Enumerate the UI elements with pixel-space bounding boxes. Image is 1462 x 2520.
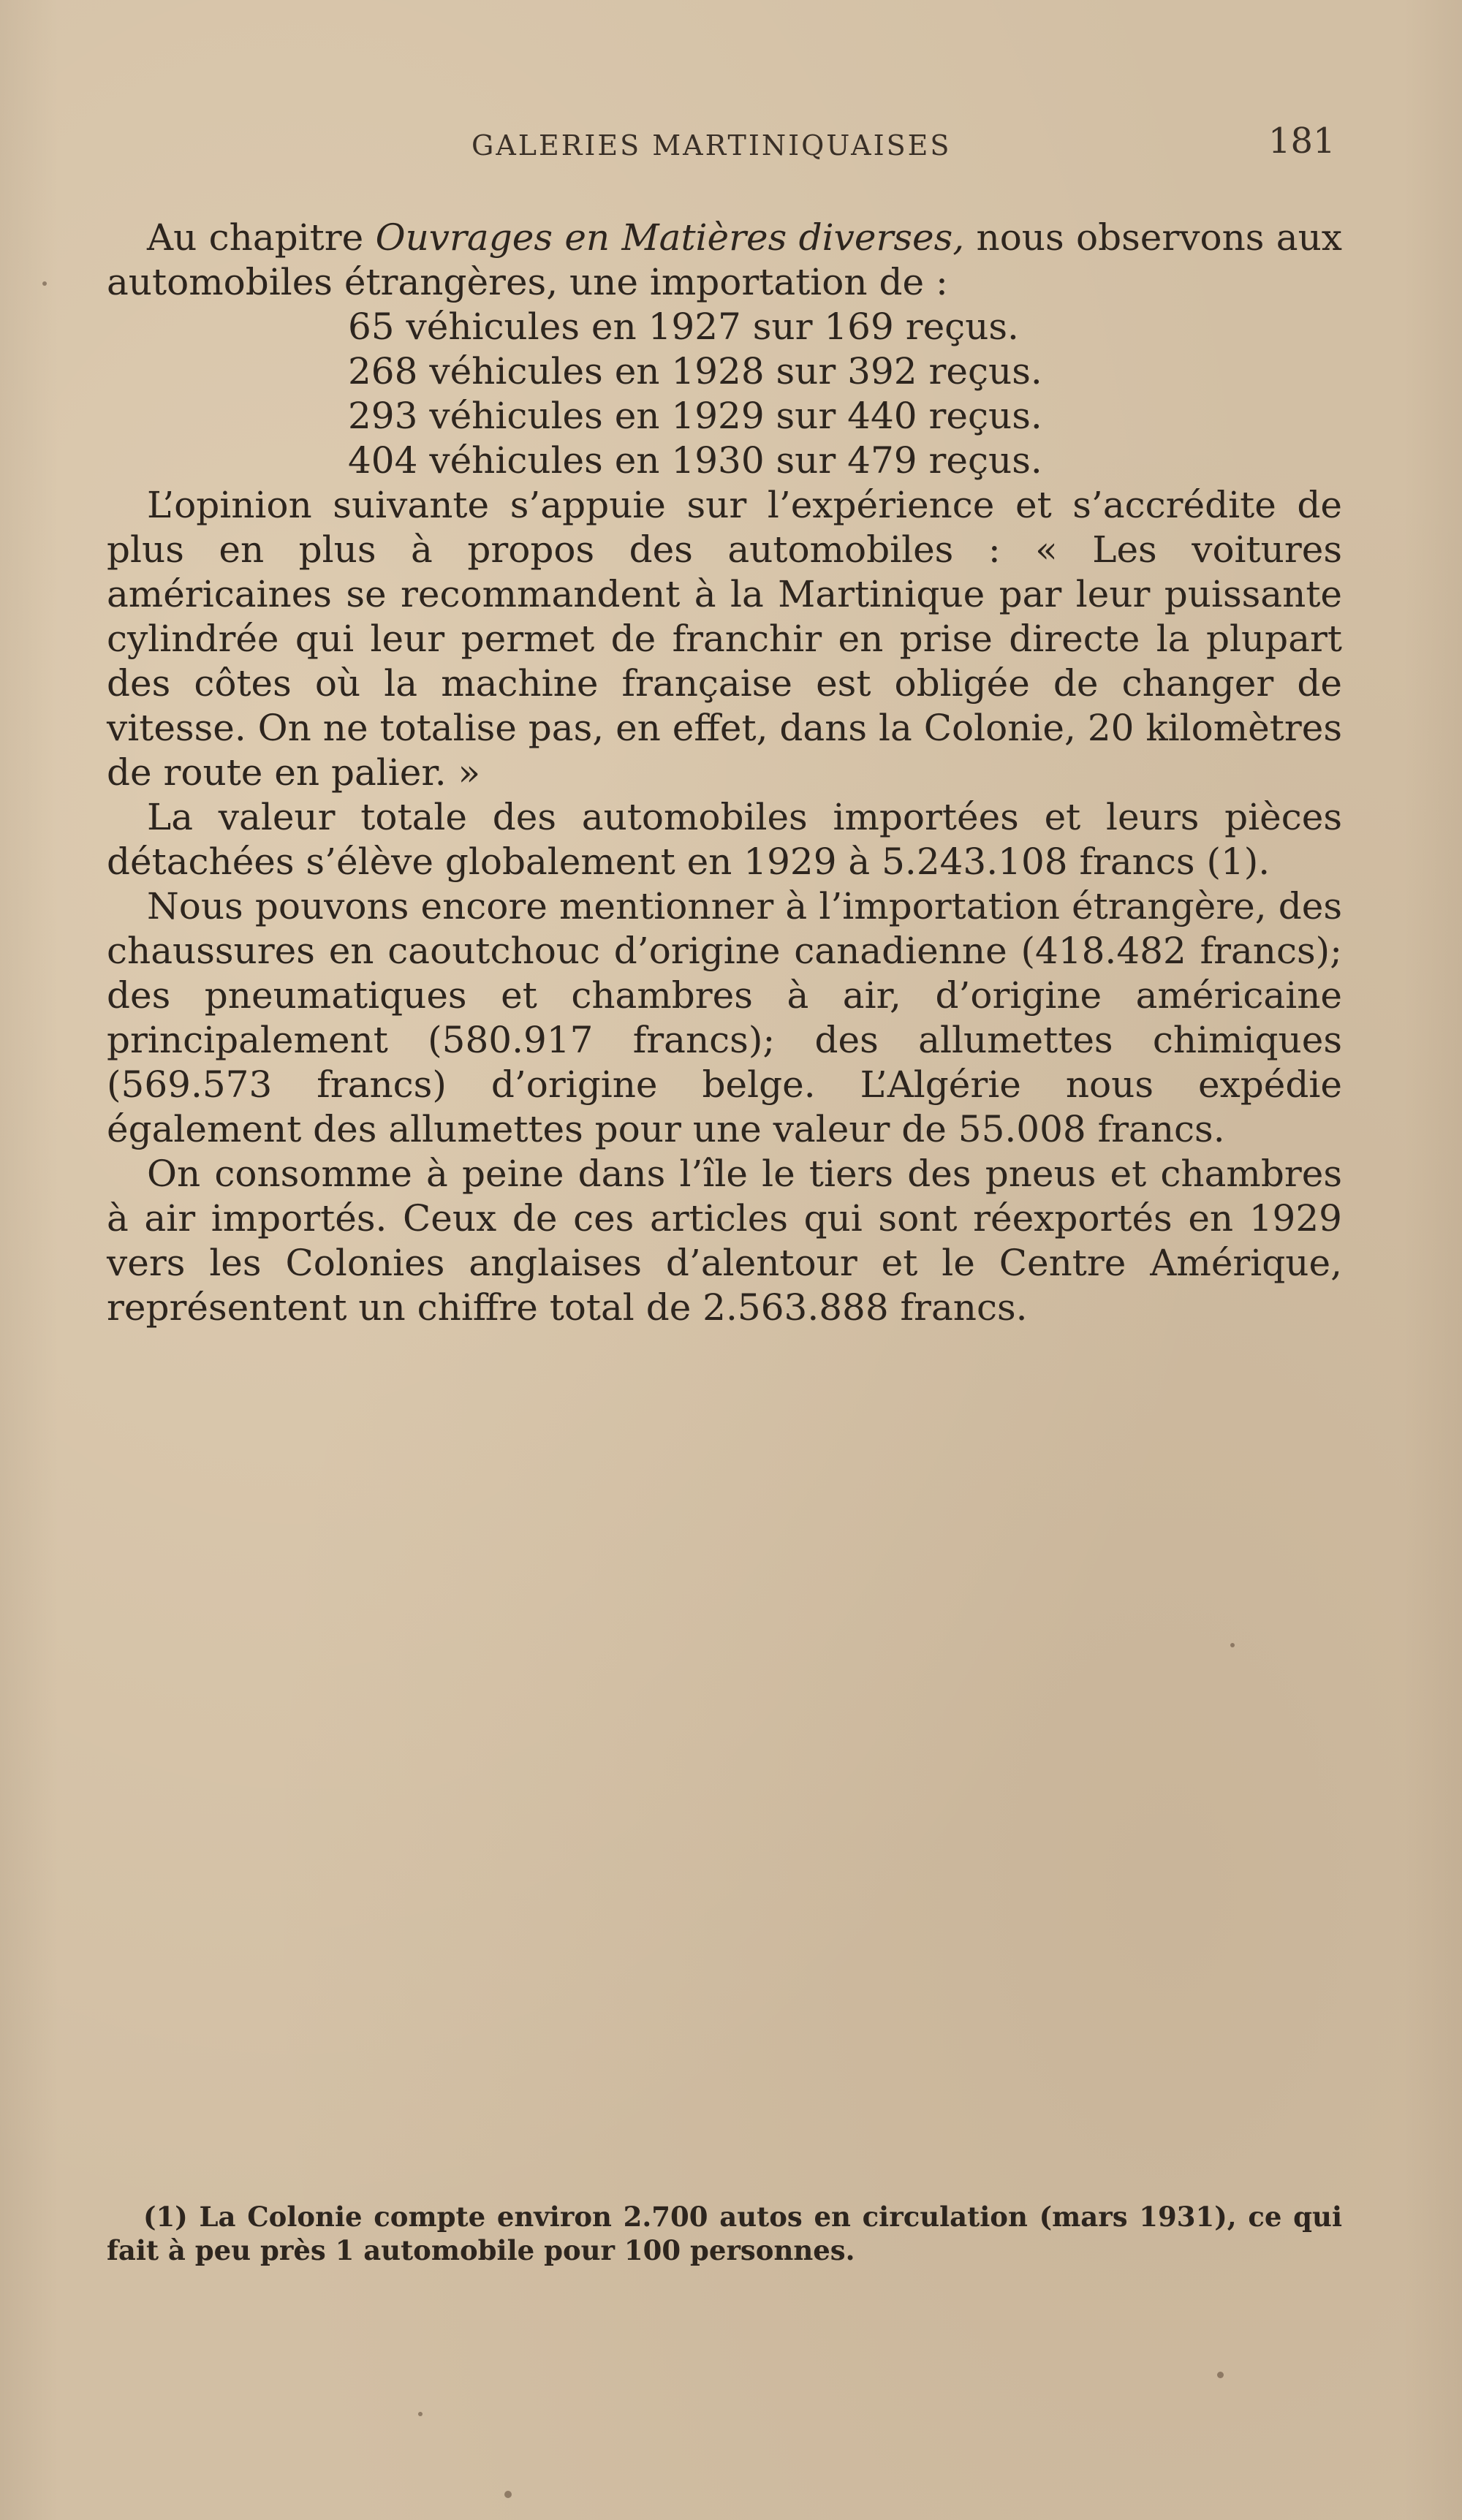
import-row-1930: 404 véhicules en 1930 sur 479 reçus. <box>348 439 1042 482</box>
running-head <box>0 121 1462 172</box>
import-row-1928: 268 véhicules en 1928 sur 392 reçus. <box>348 350 1042 392</box>
body-text <box>107 216 1342 1330</box>
intro-text-end: nous observons aux automobiles étrangères, une importation de : <box>107 216 1343 303</box>
paper-speck <box>42 281 47 286</box>
intro-text-start: Au chapitre <box>147 216 376 259</box>
paper-speck <box>418 2412 423 2416</box>
footnote-text: (1) La Colonie compte environ 2.700 autos en circulation (mars 1931), ce qui fait à peu près 1 automobile pour 100 personnes. <box>107 2201 1342 2266</box>
running-title: GALERIES MARTINIQUAISES <box>471 129 952 162</box>
imports-list <box>107 305 1342 483</box>
import-row-1927: 65 véhicules en 1927 sur 169 reçus. <box>348 305 1019 348</box>
opinion-paragraph: L’opinion suivante s’appuie sur l’expérience et s’accrédite de plus en plus à propos des automobiles : « Les voitures américaines se recommandent à la Martinique par leur puissante cylindrée qui leur permet de franchir en prise directe la plupart des côtes où la machine française est obligée de changer de vitesse. On ne totalise pas, en effet, dans la Colonie, 20 kilomètres de route en palier. » <box>107 484 1342 794</box>
paper-speck <box>1217 2372 1224 2378</box>
paper-speck <box>504 2491 512 2498</box>
mention-paragraph: Nous pouvons encore mentionner à l’importation étrangère, des chaussures en caoutchouc d’origine canadienne (418.482 francs); des pneumatiques et chambres à air, d’origine américaine principalement (580.917 francs); des allumettes chimiques (569.573 francs) d’origine belge. L’Algérie nous expédie également des allumettes pour une valeur de 55.008 francs. <box>107 885 1342 1150</box>
valeur-paragraph: La valeur totale des automobiles importées et leurs pièces détachées s’élève globalement en 1929 à 5.243.108 francs (1). <box>107 796 1342 883</box>
footnote <box>107 2200 1342 2267</box>
intro-chapter-title: Ouvrages en Matières diverses, <box>375 216 965 259</box>
consomme-paragraph: On consomme à peine dans l’île le tiers des pneus et chambres à air importés. Ceux de ces articles qui sont réexportés en 1929 vers les Colonies anglaises d’alentour et le Centre Amérique, représentent un chiffre total de 2.563.888 francs. <box>107 1153 1342 1329</box>
import-row-1929: 293 véhicules en 1929 sur 440 reçus. <box>348 395 1042 437</box>
paper-speck <box>1230 1643 1235 1647</box>
intro-paragraph <box>107 216 1342 305</box>
page-number: 181 <box>1268 121 1336 162</box>
